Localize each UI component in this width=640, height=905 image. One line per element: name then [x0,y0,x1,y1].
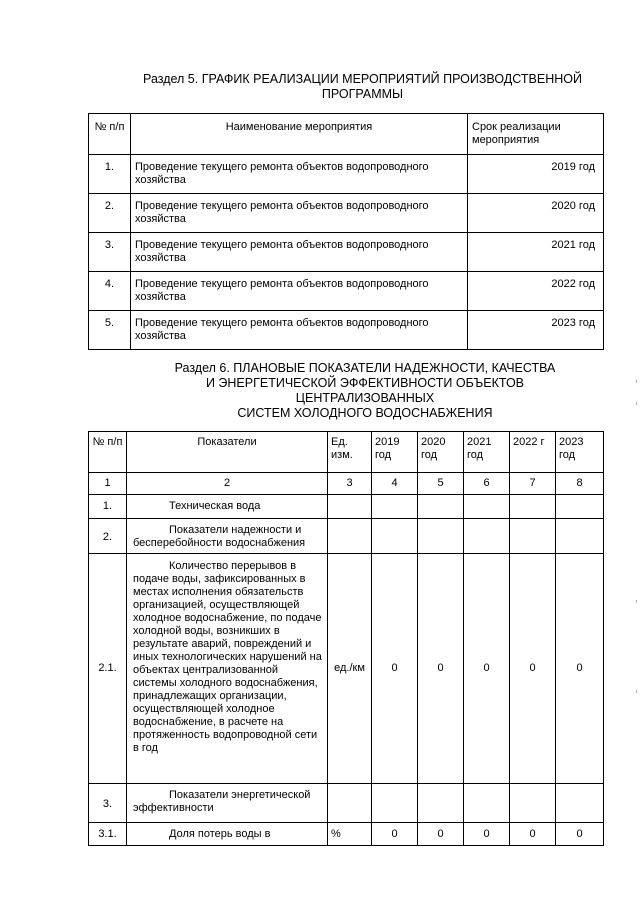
row-num: 3. [89,233,131,272]
table-row [89,194,604,233]
header-year-2023: 2023 год [556,432,604,473]
row-value-2021 [464,784,510,823]
header-num: № п/п [89,114,131,155]
scan-artifact [636,402,637,405]
planned-indicators-table [88,431,604,846]
row-value-2019 [372,784,418,823]
table-row [89,272,604,311]
header-year-2020: 2020 год [418,432,464,473]
row-unit [328,495,372,519]
row-value-2019: 0 [372,554,418,784]
table-row [89,233,604,272]
column-index: 1 [89,473,127,495]
column-index: 6 [464,473,510,495]
header-term: Срок реализации мероприятия [468,114,604,155]
row-activity: Проведение текущего ремонта объектов водопроводного хозяйства [131,233,468,272]
column-index: 2 [127,473,328,495]
row-value-2022 [510,495,556,519]
row-unit: ед./км [328,554,372,784]
row-value-2019: 0 [372,823,418,846]
row-indicator: Показатели надежности и бесперебойности водоснабжения [127,519,328,554]
row-term: 2019 год [468,155,604,194]
header-year-2021: 2021 год [464,432,510,473]
header-indicator: Показатели [127,432,328,473]
table-row [89,311,604,350]
row-term: 2023 год [468,311,604,350]
row-value-2021 [464,495,510,519]
row-value-2022: 0 [510,823,556,846]
header-year-2019: 2019 год [372,432,418,473]
row-num: 1. [89,495,127,519]
row-value-2022: 0 [510,554,556,784]
row-num: 2. [89,194,131,233]
table-row [89,784,604,823]
row-num: 1. [89,155,131,194]
header-activity-name: Наименование мероприятия [131,114,468,155]
row-value-2023: 0 [556,823,604,846]
row-value-2020 [418,519,464,554]
row-activity: Проведение текущего ремонта объектов водопроводного хозяйства [131,194,468,233]
row-num: 2.1. [89,554,127,784]
row-value-2021: 0 [464,823,510,846]
row-num: 3.1. [89,823,127,846]
row-num: 2. [89,519,127,554]
row-value-2023 [556,519,604,554]
row-value-2023 [556,495,604,519]
row-indicator: Количество перерывов в подаче воды, зафиксированных в местах исполнения обязательств организацией, осуществляющей холодное водоснабжение, по подаче холодной воды, возникших в результате аварий, повреждений и иных технологических нарушений на объектах централизованной системы холодного водоснабжения, принадлежащих организации, осуществляющей холодное водоснабжение, в расчете на протяженность водопроводной сети в год [127,554,328,784]
column-index-row [89,473,604,495]
row-unit [328,519,372,554]
row-term: 2021 год [468,233,604,272]
scan-artifact [636,600,637,603]
production-program-schedule-table [88,113,604,350]
column-index: 5 [418,473,464,495]
row-unit [328,784,372,823]
row-num: 3. [89,784,127,823]
table-row [89,155,604,194]
table-row [89,495,604,519]
column-index: 3 [328,473,372,495]
table-row [89,823,604,846]
row-activity: Проведение текущего ремонта объектов водопроводного хозяйства [131,311,468,350]
row-num: 4. [89,272,131,311]
row-value-2019 [372,495,418,519]
header-num: № п/п [89,432,127,473]
table-header-row [89,114,604,155]
row-activity: Проведение текущего ремонта объектов водопроводного хозяйства [131,272,468,311]
row-unit: % [328,823,372,846]
row-value-2021: 0 [464,554,510,784]
row-indicator: Техническая вода [127,495,328,519]
section-5-heading: Раздел 5. ГРАФИК РЕАЛИЗАЦИИ МЕРОПРИЯТИЙ ПРОИЗВОДСТВЕННОЙ ПРОГРАММЫ [143,72,582,101]
row-indicator: Доля потерь воды в [127,823,328,846]
row-term: 2020 год [468,194,604,233]
row-value-2020: 0 [418,554,464,784]
row-value-2019 [372,519,418,554]
column-index: 4 [372,473,418,495]
section-6-heading: Раздел 6. ПЛАНОВЫЕ ПОКАЗАТЕЛИ НАДЕЖНОСТИ, КАЧЕСТВА И ЭНЕРГЕТИЧЕСКОЙ ЭФФЕКТИВНОСТИ ОБЪЕКТОВ ЦЕНТРАЛИЗОВАННЫХ СИСТЕМ ХОЛОДНОГО ВОДОСНАБЖЕНИЯ [174,361,556,420]
table-row [89,519,604,554]
table-header-row [89,432,604,473]
row-indicator: Показатели энергетической эффективности [127,784,328,823]
header-unit: Ед. изм. [328,432,372,473]
row-value-2023: 0 [556,554,604,784]
column-index: 7 [510,473,556,495]
scan-artifact [636,690,637,693]
row-activity: Проведение текущего ремонта объектов водопроводного хозяйства [131,155,468,194]
row-value-2022 [510,784,556,823]
table-row [89,554,604,784]
row-value-2020: 0 [418,823,464,846]
row-value-2021 [464,519,510,554]
header-year-2022: 2022 г [510,432,556,473]
scan-artifact [636,380,637,383]
row-term: 2022 год [468,272,604,311]
column-index: 8 [556,473,604,495]
row-value-2022 [510,519,556,554]
row-num: 5. [89,311,131,350]
row-value-2020 [418,495,464,519]
row-value-2020 [418,784,464,823]
row-value-2023 [556,784,604,823]
